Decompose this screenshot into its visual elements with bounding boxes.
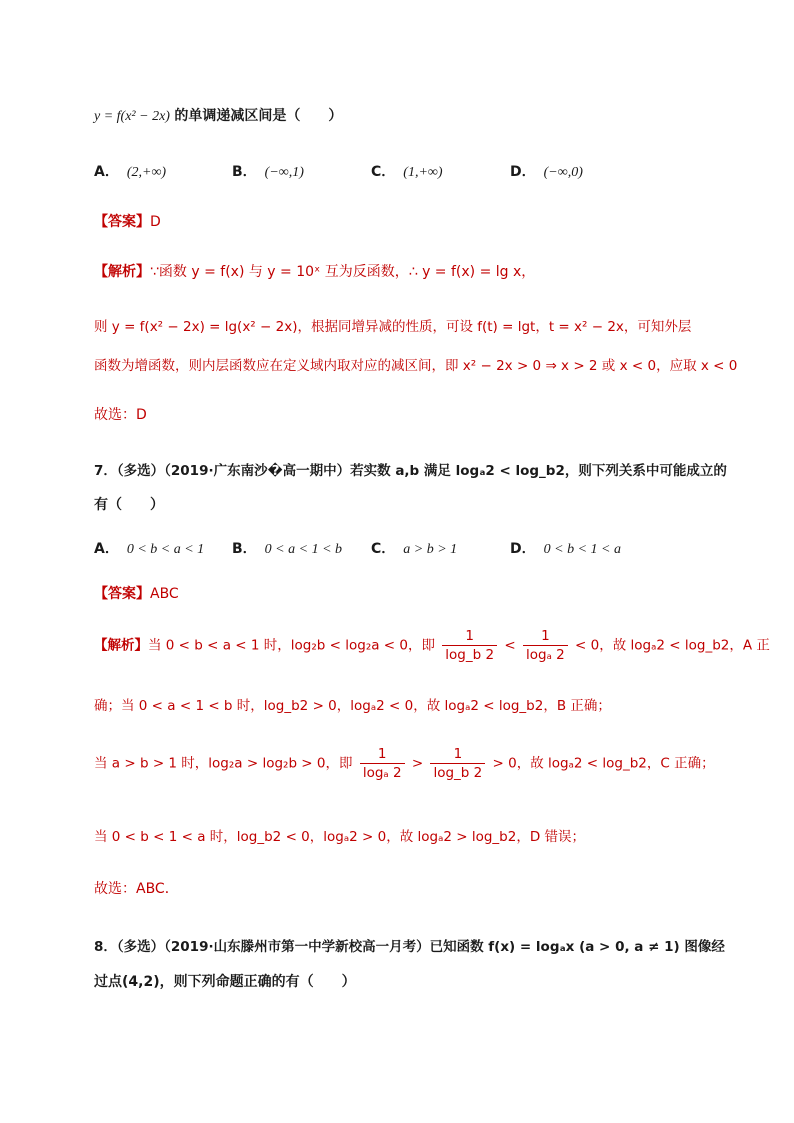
relation-symbol: > (411, 755, 424, 772)
option-value: (2,+∞) (126, 165, 167, 180)
analysis-text: < 0，故 logₐ2 < log_b2，A 正 (575, 637, 770, 654)
q6-stem-math: y = f(x² − 2x) (94, 109, 170, 124)
fraction (430, 745, 485, 782)
fraction-denominator: log_b 2 (445, 647, 495, 663)
q6-option-d (510, 161, 583, 181)
fraction-numerator: 1 (442, 627, 497, 646)
q7-option-a (94, 538, 204, 558)
q6-option-b (232, 161, 304, 181)
fraction-numerator: 1 (360, 745, 405, 764)
q7-analysis-line-3 (94, 745, 715, 782)
fraction-numerator: 1 (430, 745, 485, 764)
fraction-denominator: logₐ 2 (362, 765, 402, 781)
option-label: D． (510, 541, 536, 557)
answer-tag: 【答案】 (94, 214, 150, 230)
q6-stem-text: 的单调递减区间是（ ） (174, 108, 343, 124)
q6-analysis-line-2: 则 y = f(x² − 2x) = lg(x² − 2x)，根据同增异减的性质，可设 f(t) = lgt，t = x² − 2x，可知外层 (94, 319, 692, 335)
option-label: B． (232, 541, 257, 557)
q7-stem-line-2: 有（ ） (94, 497, 164, 513)
analysis-text: ∵函数 y = f(x) 与 y = 10ˣ 互为反函数，∴ y = f(x) = lg x， (150, 264, 536, 280)
q6-answer (94, 211, 161, 231)
q7-conclusion: 故选：ABC． (94, 881, 179, 897)
option-label: B． (232, 164, 257, 180)
q6-stem (94, 105, 342, 125)
q6-conclusion: 故选：D (94, 407, 147, 423)
q7-option-c (371, 538, 457, 558)
q6-option-c (371, 161, 443, 181)
option-label: A． (94, 541, 119, 557)
option-label: D． (510, 164, 536, 180)
option-value: 0 < a < 1 < b (264, 542, 343, 557)
answer-value: ABC (150, 586, 179, 602)
option-label: C． (371, 164, 396, 180)
relation-symbol: < (504, 637, 516, 654)
answer-tag: 【答案】 (94, 586, 150, 602)
analysis-text: > 0，故 logₐ2 < log_b2，C 正确； (492, 755, 715, 772)
q6-analysis-line-3: 函数为增函数，则内层函数应在定义域内取对应的减区间，即 x² − 2x > 0 ⇒ x > 2 或 x < 0，应取 x < 0 (94, 358, 738, 374)
analysis-text: 当 0 < b < a < 1 时，log₂b < log₂a < 0，即 (148, 637, 435, 654)
option-value: 0 < b < 1 < a (543, 542, 621, 557)
q8-stem-line-1: 8．（多选）（2019·山东滕州市第一中学新校高一月考）已知函数 f(x) = logₐx (a > 0, a ≠ 1) 图像经 (94, 939, 725, 955)
q7-analysis-line-1 (94, 627, 770, 664)
q6-option-a (94, 161, 166, 181)
option-value: a > b > 1 (403, 542, 458, 557)
fraction-numerator: 1 (523, 627, 568, 646)
fraction (442, 627, 497, 664)
option-value: (1,+∞) (403, 165, 443, 180)
answer-value: D (150, 214, 161, 230)
q8-stem-line-2: 过点(4,2)，则下列命题正确的有（ ） (94, 974, 356, 990)
option-label: C． (371, 541, 396, 557)
q6-analysis-line-1 (94, 261, 535, 281)
q7-analysis-line-2: 确；当 0 < a < 1 < b 时，log_b2 > 0，logₐ2 < 0，故 logₐ2 < log_b2，B 正确； (94, 698, 611, 714)
q7-stem-line-1: 7．（多选）（2019·广东南沙�高一期中）若实数 a,b 满足 logₐ2 < log_b2，则下列关系中可能成立的 (94, 463, 727, 479)
fraction-denominator: log_b 2 (433, 765, 483, 781)
fraction (523, 627, 568, 664)
option-label: A． (94, 164, 119, 180)
option-value: (−∞,0) (543, 165, 583, 180)
q7-option-d (510, 538, 621, 558)
option-value: 0 < b < a < 1 (126, 542, 205, 557)
fraction (360, 745, 405, 782)
fraction-denominator: logₐ 2 (525, 647, 565, 663)
q7-option-b (232, 538, 342, 558)
analysis-tag: 【解析】 (94, 264, 150, 280)
analysis-tag: 【解析】 (94, 637, 148, 654)
q7-analysis-line-4: 当 0 < b < 1 < a 时，log_b2 < 0，logₐ2 > 0，故 logₐ2 > log_b2，D 错误； (94, 829, 586, 845)
q7-answer (94, 583, 179, 603)
analysis-text: 当 a > b > 1 时，log₂a > log₂b > 0，即 (94, 755, 353, 772)
option-value: (−∞,1) (264, 165, 304, 180)
